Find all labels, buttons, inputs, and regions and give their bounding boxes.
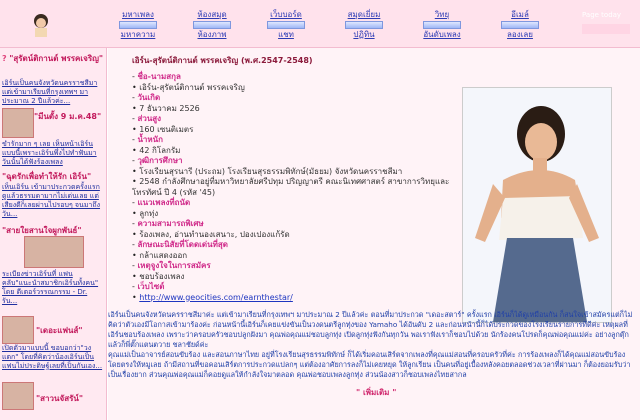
site-logo-icon[interactable] — [30, 13, 52, 37]
sidebar-entry[interactable] — [2, 270, 104, 306]
nav-link-guestbook[interactable]: สมุดเยี่ยม — [347, 10, 381, 19]
info-label: - วันเกิด — [132, 93, 161, 102]
sidebar-entry[interactable] — [34, 110, 104, 123]
info-label: - เหตุจูงใจในการสมัคร — [132, 261, 211, 270]
profile-photo — [462, 87, 612, 323]
nav-divider-icon — [267, 21, 305, 29]
nav-divider-icon — [501, 21, 539, 29]
nav-link-email[interactable]: อีเมล์ — [511, 10, 529, 19]
nav-item-6[interactable] — [492, 10, 548, 40]
info-label: - เว็บไซต์ — [132, 282, 165, 291]
profile-info-list — [132, 72, 452, 303]
sidebar-entry[interactable] — [2, 140, 104, 167]
info-label: - ชื่อ-นามสกุล — [132, 72, 181, 81]
info-value: • 2548 กำลังศึกษาอยู่ที่มหาวิทยาลัยศรีปทุม ปริญญาตรี คณะนิเทศศาสตร์ สาขาการวิทยุและโทรทัศน์ ปี 4 (รหัส '45) — [132, 177, 450, 197]
info-value: • 42 กิโลกรัม — [132, 145, 181, 155]
bio-paragraph-2: คุณแม่เป็นอาจารย์สอนขับร้อง และสอนภาษาไทย อยู่ที่โรงเรียนสุรธรรมพิทักษ์ ก็ได้เริ่มคอนเสิร์ตจากเพลงที่คุณแม่สอนที่ครอบครัวที่ค่ะ การร้องเพลงก็ได้คุณแม่สอนขับร้องโดยตรงให้หมูเลย ถ้ามีสถานที่ขอคอนเสิร์ตการประกวดแปลกๆ แต่ต้องอาศัยการลงก็ไม่เคยหยุด ให้ลูกเรียน เป็นคนที่อยู่เบื้องหลังคอยตลอดช่วงเวลาที่ผ่านมา ก็ต้องยอมรับว่าเป็นเรื่องยาก ส่วนคุณพ่อคุณแม่ก็คอยดูแลให้กำลังใจมาตลอด คุณพ่อชอบเพลงลูกทุ่ง ส่วนน้องสาวก็ชอบเพลงไทยสากล — [108, 350, 631, 379]
website-link[interactable]: http://www.geocities.com/earnthestar/ — [139, 292, 293, 302]
nav-link-try[interactable]: ลองเลย — [507, 30, 533, 39]
main-content — [108, 48, 640, 420]
bio-paragraph-1: เอิร์นเป็นคนจังหวัดนครราชสีมาค่ะ แต่เข้ามาเรียนที่กรุงเทพฯ มาประมาณ 2 ปีแล้วค่ะ ตอนที่มาประกวด "เดอะสตาร์" ครั้งแรก เอิร์นก็ได้ดูเหมือนกัน ก็สนใจเข้าสมัครแต่ก็ไม่คิดว่าตัวเองมีโอกาสเข้ามาร้องค่ะ ก่อนหน้านี้เอิร์นก็เคยแข่งขันเป็นวงดนตรีลูกทุ่งของ Yamaho ได้อันดับ 2 และก่อนหน้านี้ก็ได้ประกวดของโรงเรียนรายการที่ดีค่ะ เหตุผลที่เอิร์นชอบร้องเพลง เพราะว่าครอบครัวชอบปลูกฝังมา คุณพ่อคุณแม่ชอบลูกทุ่ง เปิดลูกทุ่งฟังกันทุกวัน พอเราฟังเราก็ชอบไปด้วย นักร้องคนโปรดก็คุณพ่อคุณแม่ค่ะ อย่างลูกตุ๊ก แล้วก็พี่ตั๊กแตนตวาย ชลาชัยด์ค่ะ — [108, 310, 633, 349]
nav-link-library[interactable]: ห้องสมุด — [197, 10, 227, 19]
sidebar-entry-title[interactable]: "สาวนจัสรัน์" — [36, 394, 84, 403]
sidebar-entry[interactable] — [36, 324, 104, 337]
nav-link-calendar[interactable]: ปฏิทิน — [353, 30, 375, 39]
sidebar-entry-title[interactable]: "เดอะแฟนส์" — [36, 326, 83, 335]
sidebar-entry-text[interactable]: เอิร์นเป็นคนจังหวัดนครราชสีมาแต่เข้ามาเรียนที่กรุงเทพฯ มาประมาณ 2 ปีแล้วค่ะ... — [2, 79, 98, 105]
nav-item-5[interactable] — [414, 10, 470, 40]
info-value: • กล้าแสดงออก — [132, 250, 188, 260]
info-label: - น้ำหนัก — [132, 135, 163, 144]
sidebar-thumbnail-image[interactable] — [2, 108, 34, 138]
info-value: • 160 เซนติเมตร — [132, 124, 194, 134]
info-label: - ส่วนสูง — [132, 114, 162, 123]
nav-link-chat[interactable]: แชท — [278, 30, 294, 39]
info-value: • โรงเรียนสุรนารี (ประถม) โรงเรียนสุรธรรมพิทักษ์(มัธยม) จังหวัดนครราชสีมา — [132, 166, 403, 176]
sidebar-entry-title[interactable]: "ฉุดรักเพื่อทำให้รัก เอิร์น" — [2, 172, 92, 181]
sidebar-entry-title[interactable]: "สายใยสานใจผูกพันธ์" — [2, 226, 82, 235]
nav-divider-icon — [119, 21, 157, 29]
info-value: • ลูกทุ่ง — [132, 208, 159, 218]
sidebar-thumbnail-image[interactable] — [2, 316, 34, 344]
nav-divider-icon — [345, 21, 383, 29]
info-value: • 7 ธันวาคม 2526 — [132, 103, 200, 113]
nav-link-webboard[interactable]: เว็บบอร์ด — [270, 10, 302, 19]
sidebar-thumbnail-image[interactable] — [24, 236, 84, 268]
sidebar-entry-text[interactable]: ระเบียงข่าวเอิร์นที่ แฟนคลับ"แนะนำสมาชิกเอิร์นทั้งคน" โดย ดีเตอร์วรรณกรรม - Dr. รัน... — [2, 270, 99, 305]
info-value: • เอิร์น-สุรัตน์ติกานต์ พรรคเจริญ — [132, 82, 245, 92]
info-value: • ร้องเพลง, อ่านทำนองเสนาะ, ปองเปองแก้รัด — [132, 229, 290, 239]
nav-item-1[interactable] — [110, 10, 166, 40]
info-label: - ลักษณะนิสัยที่โดดเด่นที่สุด — [132, 240, 228, 249]
page-today-counter — [582, 24, 630, 34]
sidebar-entry-title[interactable]: "มีนตั้ง 9 ม.ค.48" — [34, 112, 102, 121]
nav-link-chart[interactable]: อันดับเพลง — [423, 30, 461, 39]
nav-divider-icon — [423, 21, 461, 29]
top-navigation-bar — [0, 0, 640, 48]
nav-link-lyrics[interactable]: มหาความ — [120, 30, 156, 39]
info-label: - วุฒิการศึกษา — [132, 156, 183, 165]
sidebar-entry[interactable] — [2, 170, 104, 219]
sidebar-entry-title[interactable]: "สุรัตน์ติกานต์ พรรคเจริญ" — [9, 54, 104, 63]
sidebar-entry[interactable] — [2, 52, 104, 106]
nav-link-gallery[interactable]: ห้องภาพ — [197, 30, 227, 39]
info-value[interactable]: • http://www.geocities.com/earnthestar/ — [132, 292, 293, 302]
nav-divider-icon — [193, 21, 231, 29]
nav-item-4[interactable] — [336, 10, 392, 40]
info-value: • ชอบร้องเพลง — [132, 271, 185, 281]
sidebar-entry-text[interactable]: เห็นเอิร์น เข้ามาประกวดครั้งแรก ดูแล้วธรรมดามากไม่เด่นเลย แต่เสียงดีก็เลยผ่านไปรอบๆ จนมาถึงวัน... — [2, 183, 101, 218]
sidebar-bullet-icon: ? — [2, 54, 7, 63]
sidebar-entry-text[interactable]: ขำรักมาก ๆ เลย เห็นหน้าเอิร์นแบบนี้เพราะเอิร์นพึ่งไปทำฟันมาวันนั้นได้ฟังร้องเพลง — [2, 140, 97, 166]
page-title: เอิร์น-สุรัตน์ติกานต์ พรรคเจริญ (พ.ศ.2547-2548) — [132, 56, 313, 65]
sidebar-entry[interactable] — [2, 344, 104, 371]
info-label: - แนวเพลงที่ถนัด — [132, 198, 191, 207]
nav-item-2[interactable] — [184, 10, 240, 40]
sidebar — [0, 48, 107, 420]
info-label: - ความสามารถพิเศษ — [132, 219, 204, 228]
page-today-label: Page today — [582, 11, 622, 19]
nav-item-3[interactable] — [258, 10, 314, 40]
sidebar-thumbnail-image[interactable] — [2, 382, 34, 410]
sidebar-entry[interactable] — [36, 392, 104, 405]
sidebar-entry-text[interactable]: เปิดตัวมาแบบนี้ ขอบอกว่า"วงแตก" โดยที่คิดว่าน้องเอิร์นเป็นแฟนไม่ประดิษฐ์เลยที่เป็นกันเอง... — [2, 344, 103, 370]
nav-link-music[interactable]: มหาเพลง — [122, 10, 154, 19]
more-link[interactable]: " เพิ่มเติม " — [356, 388, 397, 397]
nav-link-radio[interactable]: วิทยุ — [434, 10, 450, 19]
